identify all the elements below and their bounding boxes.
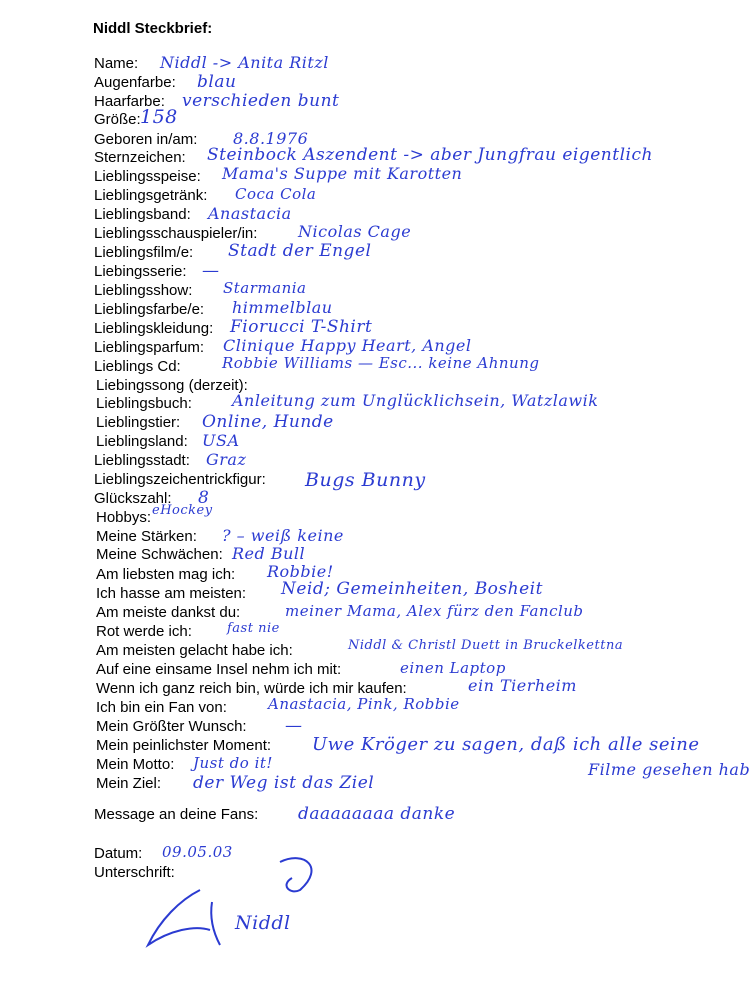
field-label: Name: bbox=[94, 55, 139, 72]
field-label: Haarfarbe: bbox=[94, 93, 165, 110]
field-value: Mama's Suppe mit Karotten bbox=[222, 164, 463, 183]
field-label: Mein Größter Wunsch: bbox=[96, 718, 247, 735]
field-label: Rot werde ich: bbox=[96, 623, 192, 640]
field-label: Lieblingstier: bbox=[96, 414, 181, 431]
field-value: 158 bbox=[140, 106, 178, 128]
field-label: Message an deine Fans: bbox=[94, 806, 259, 823]
field-label: Liebingsserie: bbox=[94, 263, 187, 280]
field-value: fast nie bbox=[227, 621, 280, 636]
field-value: eHockey bbox=[152, 503, 213, 518]
field-label: Lieblingszeichentrickfigur: bbox=[94, 471, 266, 488]
field-label: Lieblingsschauspieler/in: bbox=[94, 225, 258, 242]
field-label: Lieblingsshow: bbox=[94, 282, 193, 299]
field-label: Augenfarbe: bbox=[94, 74, 176, 91]
field-value: — bbox=[202, 261, 220, 281]
field-label: Meine Schwächen: bbox=[96, 546, 223, 563]
field-label: Am meisten gelacht habe ich: bbox=[96, 642, 293, 659]
signature-text: Niddl bbox=[235, 912, 291, 934]
field-value: einen Laptop bbox=[400, 659, 506, 677]
field-value: ein Tierheim bbox=[468, 676, 577, 695]
field-value: 8 bbox=[198, 488, 210, 508]
field-value: Just do it! bbox=[193, 754, 273, 772]
field-label: Mein Motto: bbox=[96, 756, 175, 773]
field-label: Liebingssong (derzeit): bbox=[96, 377, 248, 394]
field-label: Lieblingsparfum: bbox=[94, 339, 205, 356]
field-value: 09.05.03 bbox=[162, 843, 233, 861]
field-value: Graz bbox=[206, 450, 247, 469]
field-value: Starmania bbox=[223, 279, 307, 297]
field-label: Auf eine einsame Insel nehm ich mit: bbox=[96, 661, 342, 678]
field-value: Nicolas Cage bbox=[298, 222, 412, 241]
field-value: Anleitung zum Unglücklichsein, Watzlawik bbox=[232, 391, 599, 410]
field-label: Ich bin ein Fan von: bbox=[96, 699, 227, 716]
field-label: Lieblingsband: bbox=[94, 206, 191, 223]
field-value: meiner Mama, Alex fürz den Fanclub bbox=[285, 602, 584, 620]
field-value: Robbie! bbox=[267, 562, 334, 581]
field-value: Uwe Kröger zu sagen, daß ich alle seine bbox=[312, 734, 700, 755]
field-value: Clinique Happy Heart, Angel bbox=[223, 336, 472, 355]
field-label: Wenn ich ganz reich bin, würde ich mir kaufen: bbox=[96, 680, 407, 697]
field-label: Lieblings Cd: bbox=[94, 358, 181, 375]
field-value: daaaaaaaa danke bbox=[298, 804, 456, 824]
field-value: Stadt der Engel bbox=[228, 241, 372, 261]
field-value: blau bbox=[197, 72, 237, 92]
field-label: Lieblingsstadt: bbox=[94, 452, 190, 469]
field-value: Neid; Gemeinheiten, Bosheit bbox=[281, 579, 543, 599]
field-label: Lieblingsgetränk: bbox=[94, 187, 208, 204]
field-label: Meine Stärken: bbox=[96, 528, 197, 545]
field-label: Lieblingsspeise: bbox=[94, 168, 201, 185]
field-value: Steinbock Aszendent -> aber Jungfrau eigentlich bbox=[207, 145, 653, 165]
field-label: Datum: bbox=[94, 845, 143, 862]
field-value: ? – weiß keine bbox=[222, 526, 344, 545]
field-label: Am meiste dankst du: bbox=[96, 604, 241, 621]
field-label: Lieblingsbuch: bbox=[96, 395, 192, 412]
field-value: USA bbox=[202, 431, 240, 450]
field-label: Lieblingsland: bbox=[96, 433, 188, 450]
field-value: Coca Cola bbox=[235, 185, 317, 203]
field-label: Größe: bbox=[94, 111, 141, 128]
field-value: Niddl -> Anita Ritzl bbox=[160, 53, 329, 72]
field-value: Robbie Williams — Esc... keine Ahnung bbox=[222, 354, 540, 372]
field-value: Online, Hunde bbox=[202, 412, 334, 432]
field-label: Lieblingsfarbe/e: bbox=[94, 301, 205, 318]
field-label: Geboren in/am: bbox=[94, 131, 198, 148]
signature-icon bbox=[140, 850, 340, 960]
field-label: Unterschrift: bbox=[94, 864, 175, 881]
field-label: Mein Ziel: bbox=[96, 775, 162, 792]
field-value: Fiorucci T-Shirt bbox=[230, 317, 373, 337]
form-title: Niddl Steckbrief: bbox=[93, 20, 213, 37]
field-label: Ich hasse am meisten: bbox=[96, 585, 247, 602]
field-value: 8.8.1976 bbox=[233, 129, 309, 148]
signature bbox=[140, 850, 340, 965]
moment-continuation: Filme gesehen hab bbox=[588, 760, 751, 779]
field-value: Anastacia bbox=[208, 204, 292, 223]
field-label: Lieblingskleidung: bbox=[94, 320, 214, 337]
field-label: Hobbys: bbox=[96, 509, 152, 526]
field-label: Glückszahl: bbox=[94, 490, 172, 507]
field-label: Mein peinlichster Moment: bbox=[96, 737, 272, 754]
field-value: Red Bull bbox=[232, 544, 306, 563]
field-value: — bbox=[285, 716, 303, 736]
field-label: Lieblingsfilm/e: bbox=[94, 244, 194, 261]
field-value: verschieden bunt bbox=[182, 91, 340, 111]
field-value: Niddl & Christl Duett in Bruckelkettna bbox=[348, 638, 624, 653]
field-label: Sternzeichen: bbox=[94, 149, 186, 166]
field-value: himmelblau bbox=[232, 298, 333, 317]
field-value: Bugs Bunny bbox=[305, 469, 426, 491]
field-value: der Weg ist das Ziel bbox=[193, 773, 375, 793]
field-value: Anastacia, Pink, Robbie bbox=[268, 695, 460, 713]
field-label: Am liebsten mag ich: bbox=[96, 566, 236, 583]
